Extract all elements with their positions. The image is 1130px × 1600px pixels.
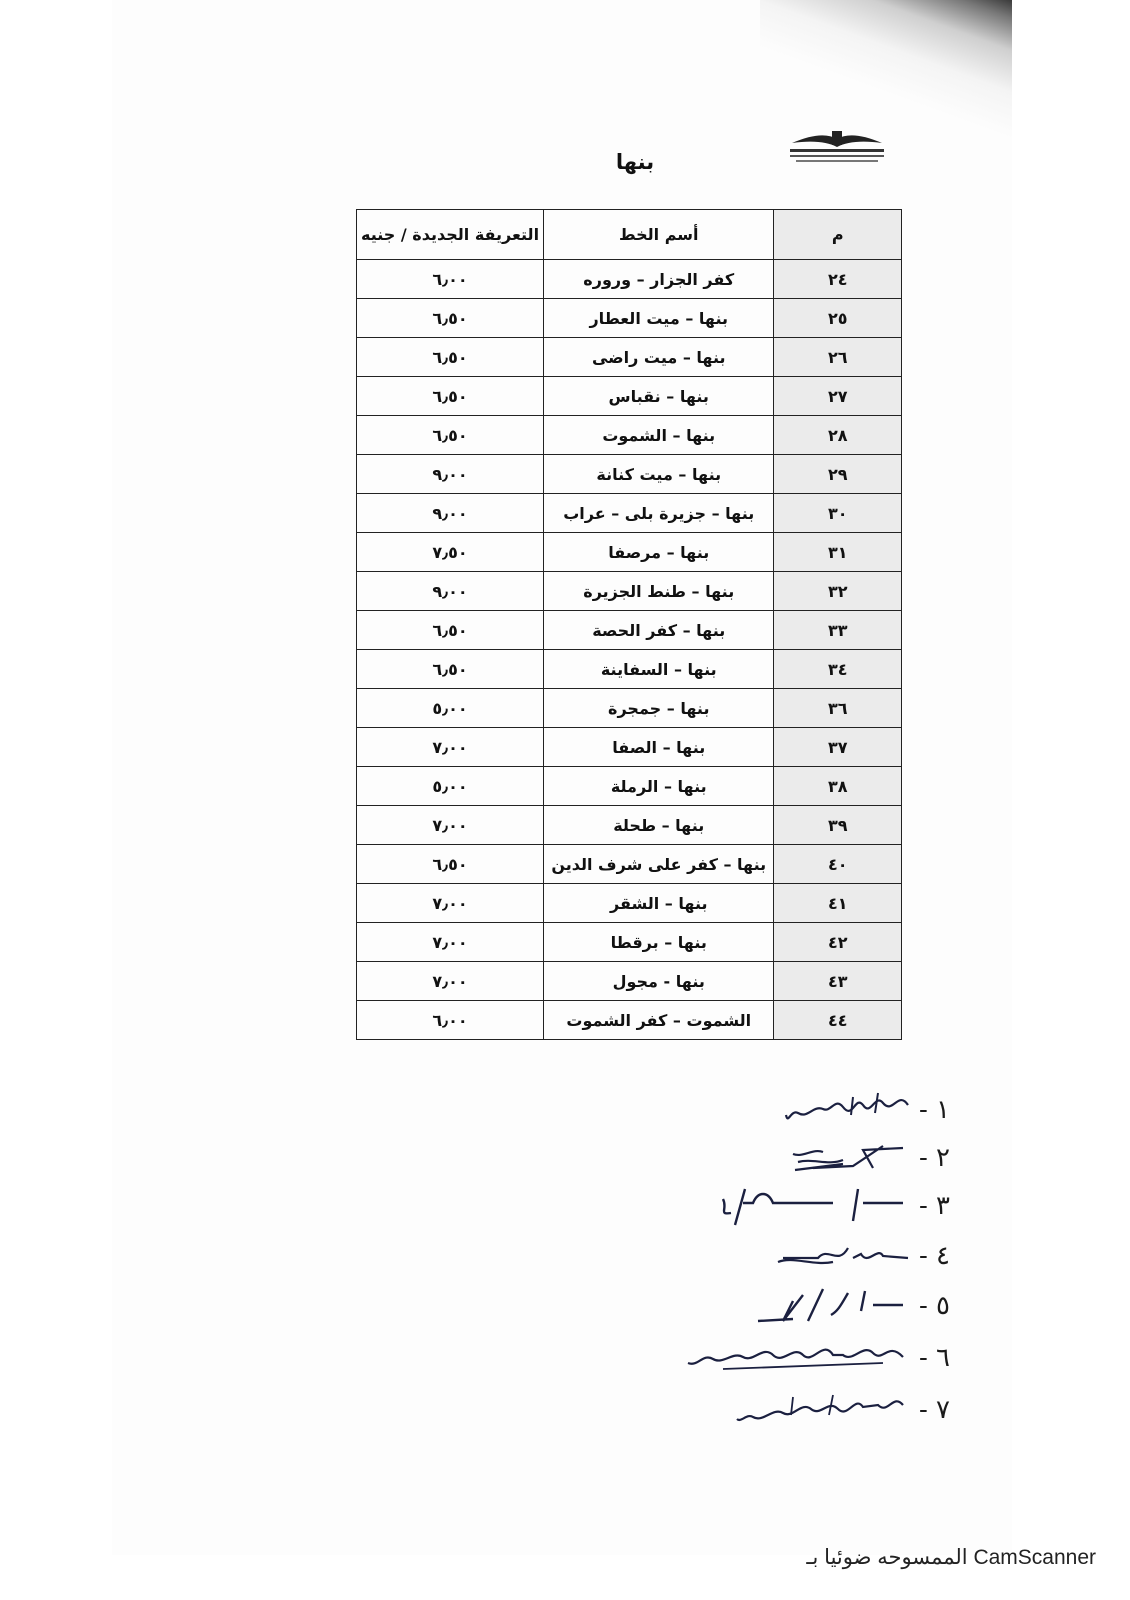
handwritten-signature xyxy=(713,1181,913,1231)
row-line-name: بنها – مرصفا xyxy=(544,533,774,572)
row-fare: ٦٫٥٠ xyxy=(357,377,544,416)
row-line-name: بنها – ميت العطار xyxy=(544,299,774,338)
row-fare: ٦٫٥٠ xyxy=(357,416,544,455)
signature-number: ٥ - xyxy=(918,1291,950,1321)
row-line-name: بنها – برقطا xyxy=(544,923,774,962)
row-number: ٣٦ xyxy=(774,689,902,728)
handwritten-signature xyxy=(733,1385,913,1435)
table-row xyxy=(357,338,902,377)
signature-row xyxy=(773,1231,950,1281)
table-row xyxy=(357,806,902,845)
row-number: ٤١ xyxy=(774,884,902,923)
row-line-name: بنها – نقباس xyxy=(544,377,774,416)
row-line-name: بنها – الشقر xyxy=(544,884,774,923)
row-line-name: بنها – السفاينة xyxy=(544,650,774,689)
table-row xyxy=(357,689,902,728)
header-number: م xyxy=(774,210,902,260)
row-fare: ٥٫٠٠ xyxy=(357,689,544,728)
table-body xyxy=(357,260,902,1040)
signature-number: ٦ - xyxy=(918,1343,950,1373)
row-line-name: بنها – كفر على شرف الدين xyxy=(544,845,774,884)
handwritten-signature xyxy=(783,1138,913,1178)
table-row xyxy=(357,494,902,533)
signature-number: ٣ - xyxy=(918,1191,950,1221)
signature-row xyxy=(683,1333,950,1383)
row-fare: ٦٫٥٠ xyxy=(357,845,544,884)
row-fare: ٧٫٠٠ xyxy=(357,806,544,845)
handwritten-signature xyxy=(773,1236,913,1276)
row-fare: ٧٫٠٠ xyxy=(357,728,544,767)
signature-list xyxy=(650,1085,950,1465)
table-row xyxy=(357,572,902,611)
row-line-name: بنها – جمجرة xyxy=(544,689,774,728)
row-number: ٢٨ xyxy=(774,416,902,455)
row-fare: ٦٫٥٠ xyxy=(357,299,544,338)
row-number: ٣١ xyxy=(774,533,902,572)
header-line-name: أسم الخط xyxy=(544,210,774,260)
row-number: ٢٦ xyxy=(774,338,902,377)
row-fare: ٦٫٠٠ xyxy=(357,1001,544,1040)
signature-row xyxy=(783,1133,950,1183)
camscanner-footer: الممسوحه ضوئيا بـ CamScanner xyxy=(806,1546,1096,1569)
row-number: ٤٢ xyxy=(774,923,902,962)
table-row xyxy=(357,728,902,767)
handwritten-signature xyxy=(753,1281,913,1331)
row-line-name: بنها – طحلة xyxy=(544,806,774,845)
row-number: ٣٠ xyxy=(774,494,902,533)
row-fare: ٦٫٥٠ xyxy=(357,650,544,689)
handwritten-signature xyxy=(783,1085,913,1135)
page-title: بنها xyxy=(615,150,655,174)
signature-number: ٤ - xyxy=(918,1241,950,1271)
table-row xyxy=(357,767,902,806)
row-fare: ٧٫٠٠ xyxy=(357,923,544,962)
signature-number: ١ - xyxy=(918,1095,950,1125)
table-row xyxy=(357,533,902,572)
signature-row xyxy=(713,1181,950,1231)
handwritten-signature xyxy=(683,1333,913,1383)
row-number: ٢٩ xyxy=(774,455,902,494)
row-number: ٣٤ xyxy=(774,650,902,689)
table-row xyxy=(357,845,902,884)
row-line-name: بنها – الصفا xyxy=(544,728,774,767)
row-number: ٣٢ xyxy=(774,572,902,611)
row-line-name: بنها – طنط الجزيرة xyxy=(544,572,774,611)
table-row xyxy=(357,455,902,494)
signature-number: ٧ - xyxy=(918,1395,950,1425)
table-row xyxy=(357,1001,902,1040)
organization-logo xyxy=(782,125,892,175)
row-number: ٤٤ xyxy=(774,1001,902,1040)
signature-row xyxy=(733,1385,950,1435)
row-fare: ٩٫٠٠ xyxy=(357,494,544,533)
table-row xyxy=(357,962,902,1001)
row-line-name: كفر الجزار – وروره xyxy=(544,260,774,299)
table-row xyxy=(357,377,902,416)
row-fare: ٧٫٠٠ xyxy=(357,962,544,1001)
row-number: ٢٤ xyxy=(774,260,902,299)
row-fare: ٩٫٠٠ xyxy=(357,572,544,611)
table-row xyxy=(357,650,902,689)
table-row xyxy=(357,923,902,962)
table-row xyxy=(357,611,902,650)
table-row xyxy=(357,884,902,923)
row-line-name: بنها – الشموت xyxy=(544,416,774,455)
row-fare: ٦٫٥٠ xyxy=(357,338,544,377)
row-number: ٤٣ xyxy=(774,962,902,1001)
table-row xyxy=(357,260,902,299)
signature-number: ٢ - xyxy=(918,1143,950,1173)
row-fare: ٥٫٠٠ xyxy=(357,767,544,806)
row-number: ٣٣ xyxy=(774,611,902,650)
header-new-fare: التعريفة الجديدة / جنيه xyxy=(357,210,544,260)
row-fare: ٦٫٠٠ xyxy=(357,260,544,299)
row-fare: ٧٫٥٠ xyxy=(357,533,544,572)
row-line-name: بنها – الرملة xyxy=(544,767,774,806)
row-number: ٢٥ xyxy=(774,299,902,338)
row-line-name: بنها – كفر الحصة xyxy=(544,611,774,650)
row-fare: ٦٫٥٠ xyxy=(357,611,544,650)
row-number: ٢٧ xyxy=(774,377,902,416)
row-line-name: بنها – ميت كنانة xyxy=(544,455,774,494)
table-row xyxy=(357,299,902,338)
signature-row xyxy=(783,1085,950,1135)
signature-row xyxy=(753,1281,950,1331)
row-line-name: بنها – جزيرة بلى – عراب xyxy=(544,494,774,533)
row-line-name: بنها - مجول xyxy=(544,962,774,1001)
row-number: ٣٩ xyxy=(774,806,902,845)
row-number: ٣٨ xyxy=(774,767,902,806)
table-row xyxy=(357,416,902,455)
row-fare: ٩٫٠٠ xyxy=(357,455,544,494)
row-number: ٤٠ xyxy=(774,845,902,884)
row-fare: ٧٫٠٠ xyxy=(357,884,544,923)
row-number: ٣٧ xyxy=(774,728,902,767)
row-line-name: بنها – ميت راضى xyxy=(544,338,774,377)
fare-table xyxy=(356,209,902,1040)
folded-corner-shadow xyxy=(760,0,1012,140)
row-line-name: الشموت – كفر الشموت xyxy=(544,1001,774,1040)
table-header-row xyxy=(357,210,902,260)
